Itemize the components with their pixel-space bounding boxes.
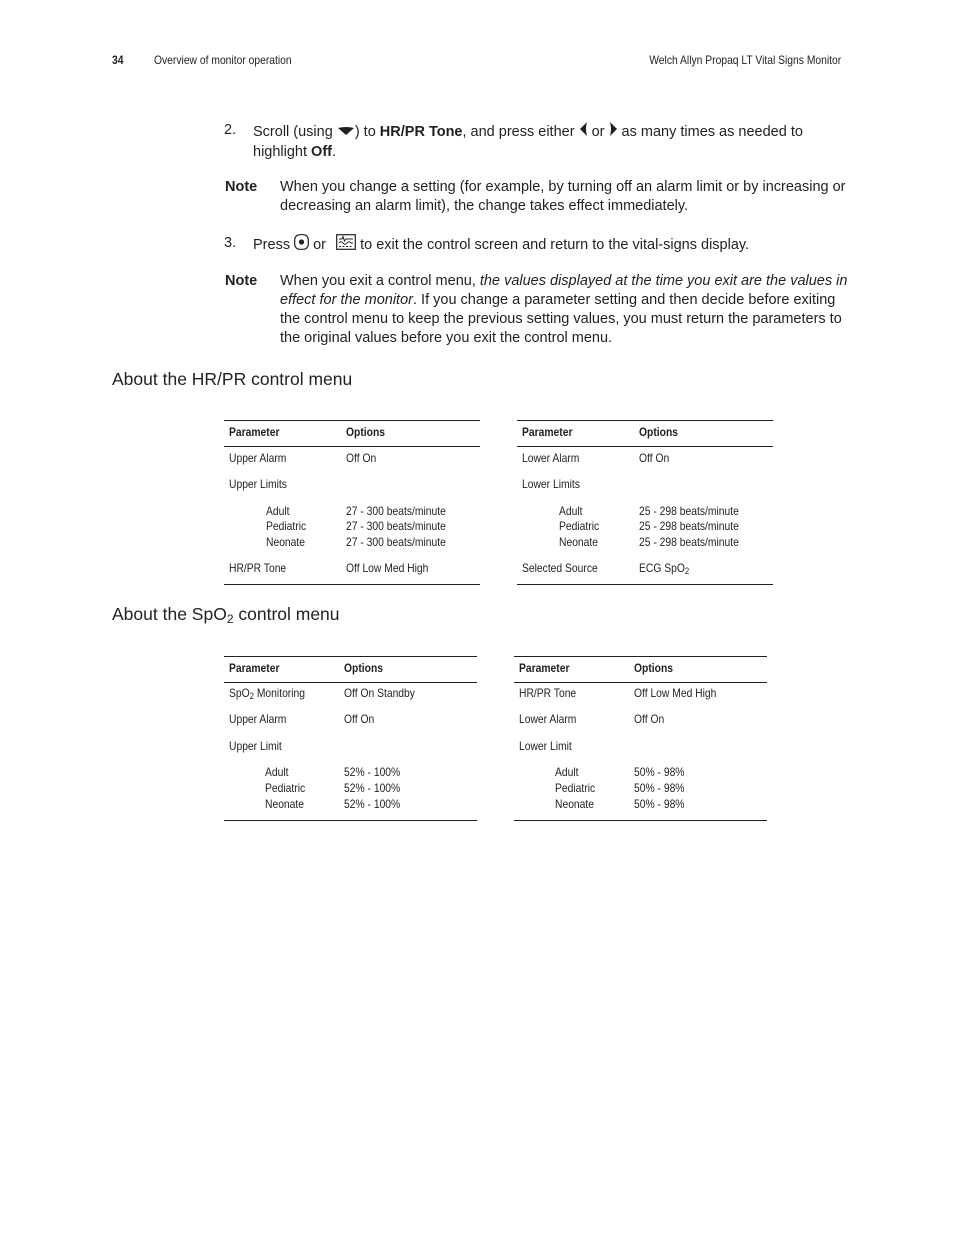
step-emphasis: HR/PR Tone [379, 123, 463, 140]
param-hrpr-tone: HR/PR Tone [229, 561, 287, 575]
param-lower-limits: Lower Limits [522, 477, 580, 491]
step-number: 3. [224, 235, 237, 251]
column-header-options: Options [344, 661, 383, 675]
param-adult: Adult [555, 765, 579, 779]
value-neonate: 25 - 298 beats/minute [639, 535, 739, 549]
options-hrpr-tone: Off Low Med High [634, 686, 717, 700]
step-emphasis: Off [311, 144, 332, 160]
table-rule [517, 420, 773, 421]
table-rule [224, 820, 477, 821]
param-upper-limit: Upper Limit [229, 739, 282, 753]
param-text: SpO [229, 686, 250, 700]
value-neonate: 27 - 300 beats/minute [346, 535, 446, 549]
hrpr-lower-table [517, 420, 773, 585]
spo2-lower-table [514, 656, 767, 821]
table-rule [514, 682, 767, 683]
note-label: Note [225, 179, 258, 195]
column-header-options: Options [346, 425, 385, 439]
column-header-parameter: Parameter [519, 661, 570, 675]
options-lower-alarm: Off On [639, 451, 670, 465]
options-lower-alarm: Off On [634, 712, 665, 726]
param-spo2-monitoring [229, 686, 305, 701]
page-number: 34 [112, 53, 124, 67]
section-heading-hrpr: About the HR/PR control menu [112, 369, 353, 389]
table-rule [517, 584, 773, 585]
table-rule [224, 446, 480, 447]
param-pediatric: Pediatric [555, 781, 596, 795]
table-rule [224, 656, 477, 657]
value-adult: 27 - 300 beats/minute [346, 504, 446, 518]
step-text-part: , and press either [462, 123, 579, 140]
options-upper-alarm: Off On [346, 451, 377, 465]
param-lower-limit: Lower Limit [519, 739, 572, 753]
param-neonate: Neonate [559, 535, 599, 549]
table-rule [224, 584, 480, 585]
param-pediatric: Pediatric [266, 519, 307, 533]
param-text: Monitoring [253, 686, 306, 700]
param-adult: Adult [266, 504, 290, 518]
param-adult: Adult [559, 504, 583, 518]
param-upper-alarm: Upper Alarm [229, 451, 287, 465]
down-arrow-icon [337, 123, 355, 142]
param-pediatric: Pediatric [559, 519, 600, 533]
step-text [253, 121, 843, 162]
param-neonate: Neonate [265, 797, 305, 811]
param-neonate: Neonate [555, 797, 595, 811]
step-number: 2. [224, 122, 237, 138]
param-upper-alarm: Upper Alarm [229, 712, 287, 726]
note-label: Note [225, 273, 258, 289]
param-lower-alarm: Lower Alarm [519, 712, 577, 726]
value-pediatric: 52% - 100% [344, 781, 401, 795]
options-selected-source [639, 561, 689, 576]
step-text-part: to exit the control screen and return to the vital-signs display. [356, 236, 750, 253]
table-rule [514, 656, 767, 657]
param-hrpr-tone: HR/PR Tone [519, 686, 577, 700]
table-rule [224, 682, 477, 683]
options-hrpr-tone: Off Low Med High [346, 561, 429, 575]
value-neonate: 52% - 100% [344, 797, 401, 811]
value-adult: 52% - 100% [344, 765, 401, 779]
param-adult: Adult [265, 765, 289, 779]
vital-signs-display-icon [336, 234, 356, 256]
step-text-part: ) to [354, 123, 380, 140]
heading-text: control menu [233, 604, 340, 624]
column-header-options: Options [634, 661, 673, 675]
subscript: 2 [684, 566, 690, 576]
document-title: Welch Allyn Propaq LT Vital Signs Monitor [649, 53, 841, 67]
param-pediatric: Pediatric [265, 781, 306, 795]
spo2-upper-table [224, 656, 477, 821]
step-text [253, 234, 843, 256]
table-rule [224, 420, 480, 421]
subscript: 2 [249, 691, 254, 701]
step-text-part: as many times as needed to highlight [253, 123, 803, 160]
section-heading-spo2 [112, 604, 340, 626]
subscript: 2 [226, 612, 234, 626]
param-upper-limits: Upper Limits [229, 477, 287, 491]
right-arrow-icon [609, 121, 618, 143]
note-text-part: When you exit a control menu, [280, 273, 480, 289]
value-neonate: 50% - 98% [634, 797, 685, 811]
section-title: Overview of monitor operation [154, 53, 292, 67]
note-text: When you change a setting (for example, by turning off an alarm limit or by increasing or decreasing an alarm limit), the change takes effect immediately. [280, 179, 846, 214]
select-button-icon [294, 234, 309, 256]
step-text-part: Press [253, 236, 295, 253]
value-pediatric: 27 - 300 beats/minute [346, 519, 446, 533]
table-rule [514, 820, 767, 821]
hrpr-upper-table [224, 420, 480, 585]
note-emphasis: the values displayed at the time you exit are the values in effect for the monitor [280, 273, 848, 308]
column-header-options: Options [639, 425, 678, 439]
options-upper-alarm: Off On [344, 712, 375, 726]
note-text-part: . If you change a parameter setting and then decide before exiting the control menu to keep the previous setting values, you must return the parameters to the original values before you exit the control menu. [280, 292, 842, 346]
step-text-part: . [331, 144, 337, 160]
table-rule [517, 446, 773, 447]
param-neonate: Neonate [266, 535, 306, 549]
note-text [280, 272, 850, 348]
step-text-part: or [309, 236, 331, 253]
column-header-parameter: Parameter [229, 425, 280, 439]
heading-text: About the SpO [112, 604, 227, 624]
options-spo2-monitoring: Off On Standby [344, 686, 415, 700]
column-header-parameter: Parameter [229, 661, 280, 675]
value-adult: 50% - 98% [634, 765, 685, 779]
param-selected-source: Selected Source [522, 561, 598, 575]
param-lower-alarm: Lower Alarm [522, 451, 580, 465]
value-pediatric: 50% - 98% [634, 781, 685, 795]
step-text-part: or [587, 123, 609, 140]
value-pediatric: 25 - 298 beats/minute [639, 519, 739, 533]
step-text-part: Scroll (using [253, 123, 337, 140]
column-header-parameter: Parameter [522, 425, 573, 439]
left-arrow-icon [579, 121, 588, 143]
value-adult: 25 - 298 beats/minute [639, 504, 739, 518]
options-text: ECG SpO [639, 561, 685, 575]
